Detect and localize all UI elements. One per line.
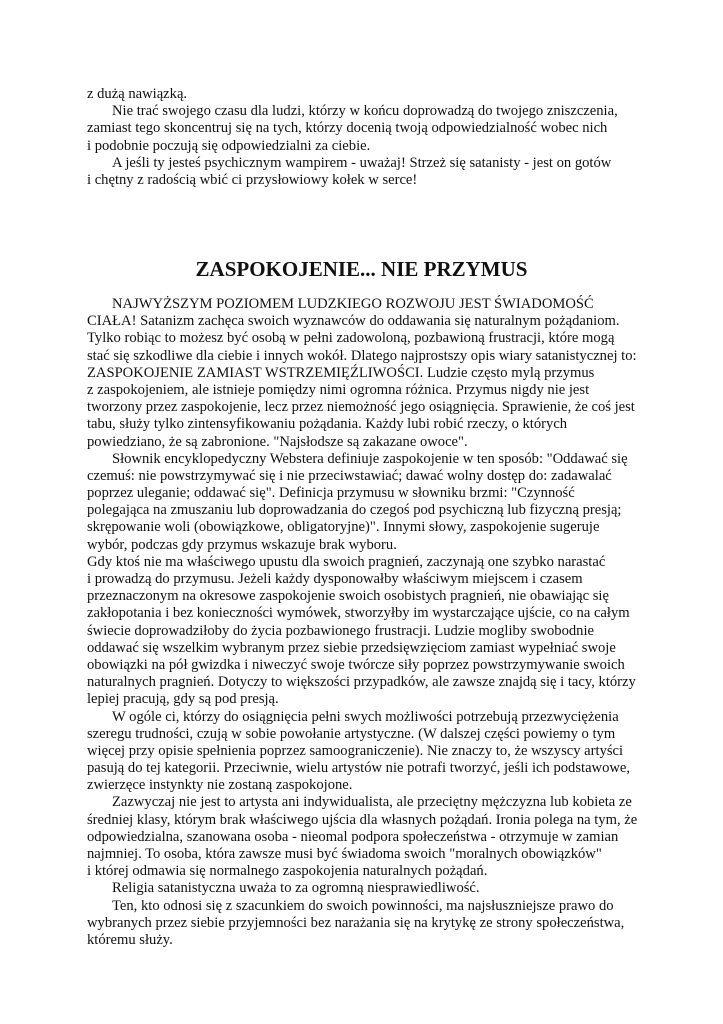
text-line: stać się szkodliwe dla ciebie i innych wokół. Dlatego najprostszy opis wiary satanistycznej to: (87, 347, 637, 364)
text-line: Słownik encyklopedyczny Webstera definiuje zaspokojenie w ten sposób: "Oddawać się (112, 450, 628, 467)
text-line: naturalnych pragnień. Dotyczy to większości przypadków, ale zawsze znajdą się i tacy, którzy (87, 674, 636, 691)
text-line: wybór, podczas gdy przymus wskazuje brak wyboru. (87, 536, 397, 553)
text-line: pasują do tej kategorii. Przeciwnie, wielu artystów nie potrafi tworzyć, jeśli ich podstawowe, (87, 760, 631, 777)
text-line: poprzez uleganie; oddawać się". Definicja przymusu w słowniku brzmi: "Czynność (87, 485, 575, 502)
text-line: zakłopotania i bez konieczności wymówek, stworzyłby im wystarczające ujście, co na całym (87, 605, 630, 622)
text-line: Ten, kto odnosi się z szacunkiem do swoich powinności, ma najsłuszniejsze prawo do (112, 897, 614, 914)
text-line: więcej przy opisie spełnienia poprzez samoograniczenie). Nie znaczy to, że wszyscy artyści (87, 742, 624, 759)
previous-section-text (87, 86, 647, 189)
text-line: ZASPOKOJENIE ZAMIAST WSTRZEMIĘŹLIWOŚCI. Ludzie często mylą przymus (87, 364, 595, 381)
text-line: z zaspokojeniem, ale istnieje pomiędzy nimi ogromna różnica. Przymus nigdy nie jest (87, 381, 590, 398)
text-line: któremu służy. (87, 931, 173, 948)
text-line: A jeśli ty jesteś psychicznym wampirem - uważaj! Strzeż się satanisty - jest on gotów (112, 154, 612, 171)
text-line: Zazwyczaj nie jest to artysta ani indywidualista, ale przeciętny mężczyzna lub kobieta ze (112, 794, 632, 811)
text-line: W ogóle ci, którzy do osiągnięcia pełni swych możliwości potrzebują przezwyciężenia (112, 708, 619, 725)
text-line: z dużą nawiązką. (87, 86, 188, 102)
text-line: zwierzęce instynkty nie zostaną zaspokojone. (87, 777, 353, 794)
text-line: Religia satanistyczna uważa to za ogromną niesprawiedliwość. (112, 880, 480, 897)
text-line: przeznaczonym na okresowe zaspokojenie swoich osobistych pragnień, nie obawiając się (87, 588, 609, 605)
text-line: i podobnie poczują się odpowiedzialni za ciebie. (87, 137, 371, 154)
text-line: Gdy ktoś nie ma właściwego upustu dla swoich pragnień, zaczynają one szybko narastać (87, 553, 606, 570)
text-line: tabu, służy tylko zintensyfikowaniu pożądania. Każdy lubi robić rzeczy, o których (87, 416, 568, 433)
text-line: Tylko robiąc to możesz być osobą w pełni zadowoloną, pozbawioną frustracji, które mogą (87, 330, 615, 347)
text-line: oddawać się wszelkim wybranym przez siebie przedsięwzięciom zamiast wypełniać swoje (87, 639, 616, 656)
text-line: i której odmawia się normalnego zaspokojenia naturalnych pożądań. (87, 863, 488, 880)
text-line: CIAŁA! Satanizm zachęca swoich wyznawców do oddawania się naturalnym pożądaniom. (87, 313, 620, 330)
text-line: powiedziano, że są zabronione. "Najsłodsze są zakazane owoce". (87, 433, 468, 450)
chapter-body-text (87, 296, 647, 949)
text-line: NAJWYŻSZYM POZIOMEM LUDZKIEGO ROZWOJU JEST ŚWIADOMOŚĆ (112, 296, 594, 312)
chapter-title: ZASPOKOJENIE... NIE PRZYMUS (195, 257, 528, 281)
text-line: skrępowanie woli (obowiązkowe, obligatoryjne)". Innymi słowy, zaspokojenie sugeruje (87, 519, 600, 536)
text-line: średniej klasy, którym brak właściwego ujścia dla własnych pożądań. Ironia polega na tym, że (87, 811, 638, 828)
text-line: świecie doprowadziłoby do życia pozbawionego frustracji. Ludzie mogliby swobodnie (87, 622, 594, 639)
text-line: najmniej. To osoba, która zawsze musi być świadoma swoich "moralnych obowiązków" (87, 846, 602, 862)
text-line: zamiast tego skoncentruj się na tych, którzy docenią twoją odpowiedzialność wobec nich (87, 120, 608, 137)
text-line: odpowiedzialna, szanowana osoba - nieomal podpora społeczeństwa - otrzymuje w zamian (87, 828, 619, 845)
text-line: Nie trać swojego czasu dla ludzi, którzy w końcu doprowadzą do twojego zniszczenia, (112, 103, 618, 120)
text-line: i chętny z radością wbić ci przysłowiowy kołek w serce! (87, 171, 418, 188)
text-line: tworzony przez zaspokojenie, lecz przez niemożność jego osiągnięcia. Sprawienie, że coś jest (87, 399, 635, 416)
text-line: czemuś: nie powstrzymywać się i nie przeciwstawiać; dawać wolny dostęp do: zadawalać (87, 467, 612, 484)
text-line: polegająca na zmuszaniu lub doprowadzania do czegoś pod psychiczną lub fizyczną presją; (87, 502, 622, 519)
text-line: obowiązki na pół gwizdka i niweczyć swoje twórcze siły poprzez powstrzymywanie swoich (87, 656, 625, 673)
text-line: lepiej pracują, gdy są pod presją. (87, 691, 279, 708)
text-line: i prowadzą do przymusu. Jeżeli każdy dysponowałby właściwym miejscem i czasem (87, 571, 583, 587)
text-line: wybranych przez siebie przyjemności bez narażania się na krytykę ze strony społeczeństwa, (87, 914, 625, 931)
text-line: szeregu trudności, czują w sobie powołanie artystyczne. (W dalszej części powiemy o tym (87, 725, 616, 742)
